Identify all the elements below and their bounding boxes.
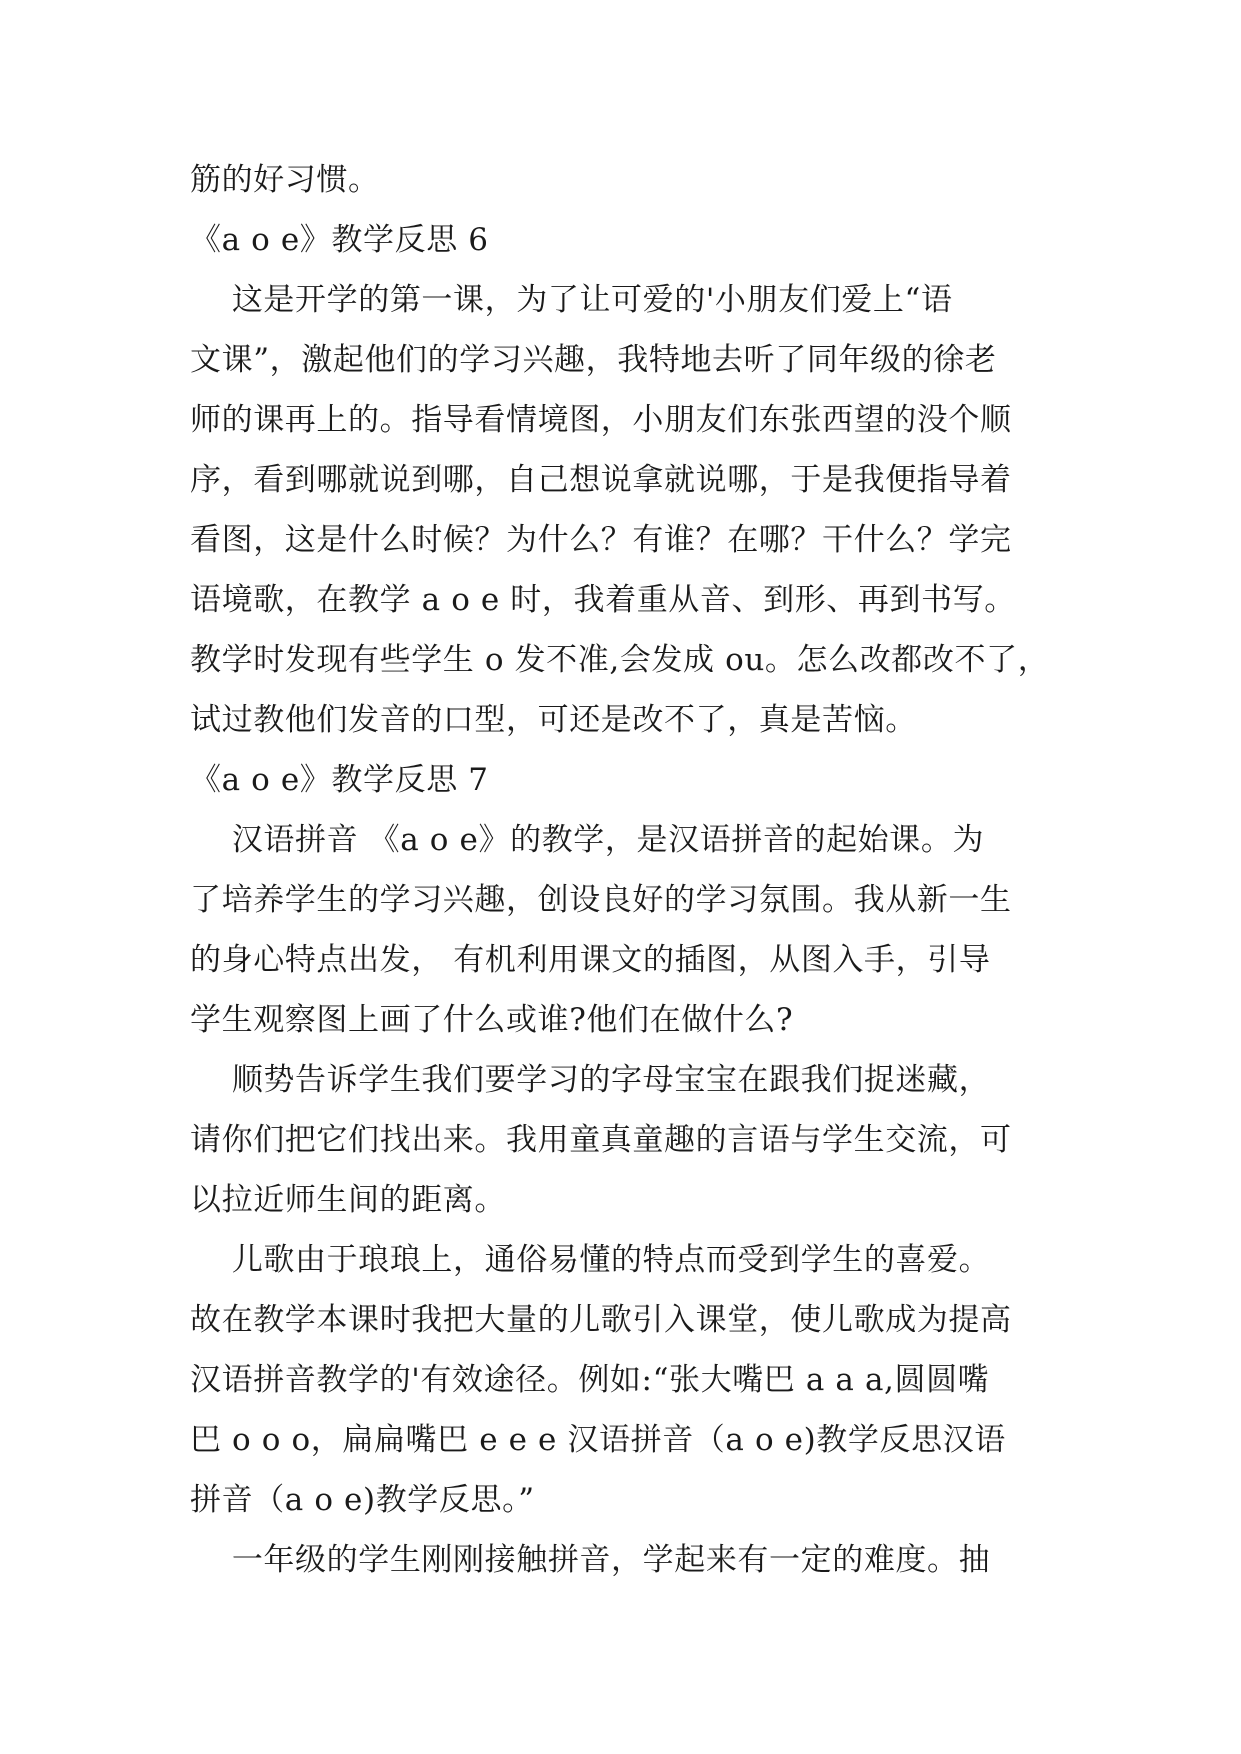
text-line: 巴 o o o，扁扁嘴巴 e e e 汉语拼音（a o e)教学反思汉语	[190, 1422, 1006, 1458]
section-heading: 《a o e》教学反思 6	[190, 222, 489, 258]
text-line: 师的课再上的。指导看情境图，小朋友们东张西望的没个顺	[190, 402, 1012, 438]
text-line: 了培养学生的学习兴趣，创设良好的学习氛围。我从新一生	[190, 882, 1012, 918]
text-line: 汉语拼音教学的'有效途径。例如:“张大嘴巴 a a a,圆圆嘴	[190, 1362, 990, 1398]
section-heading: 《a o e》教学反思 7	[190, 762, 489, 798]
text-line: 学生观察图上画了什么或谁?他们在做什么?	[190, 1002, 794, 1038]
text-line: 请你们把它们找出来。我用童真童趣的言语与学生交流，可	[190, 1122, 1012, 1158]
text-line: 儿歌由于琅琅上，通俗易懂的特点而受到学生的喜爱。	[190, 1242, 991, 1278]
text-line: 语境歌，在教学 a o e 时，我着重从音、到形、再到书写。	[190, 582, 1016, 618]
text-line: 这是开学的第一课，为了让可爱的'小朋友们爱上“语	[190, 282, 953, 318]
text-line: 筋的好习惯。	[190, 162, 380, 198]
text-line: 序，看到哪就说到哪，自己想说拿就说哪，于是我便指导着	[190, 462, 1012, 498]
text-line: 汉语拼音 《a o e》的教学，是汉语拼音的起始课。为	[190, 822, 985, 858]
text-line: 试过教他们发音的口型，可还是改不了，真是苦恼。	[190, 702, 917, 738]
text-line: 一年级的学生刚刚接触拼音，学起来有一定的难度。抽	[190, 1542, 991, 1578]
text-line: 看图，这是什么时候？为什么？有谁？在哪？干什么？学完	[190, 522, 1012, 558]
text-line: 的身心特点出发， 有机利用课文的插图，从图入手，引导	[190, 942, 991, 978]
text-line: 文课”，激起他们的学习兴趣，我特地去听了同年级的徐老	[190, 342, 997, 378]
text-line: 教学时发现有些学生 o 发不准,会发成 ou。怎么改都改不了，	[190, 642, 1050, 678]
text-line: 顺势告诉学生我们要学习的字母宝宝在跟我们捉迷藏，	[190, 1062, 991, 1098]
text-line: 以拉近师生间的距离。	[190, 1182, 506, 1218]
text-line: 故在教学本课时我把大量的儿歌引入课堂，使儿歌成为提高	[190, 1302, 1012, 1338]
text-line: 拼音（a o e)教学反思。”	[190, 1482, 535, 1518]
